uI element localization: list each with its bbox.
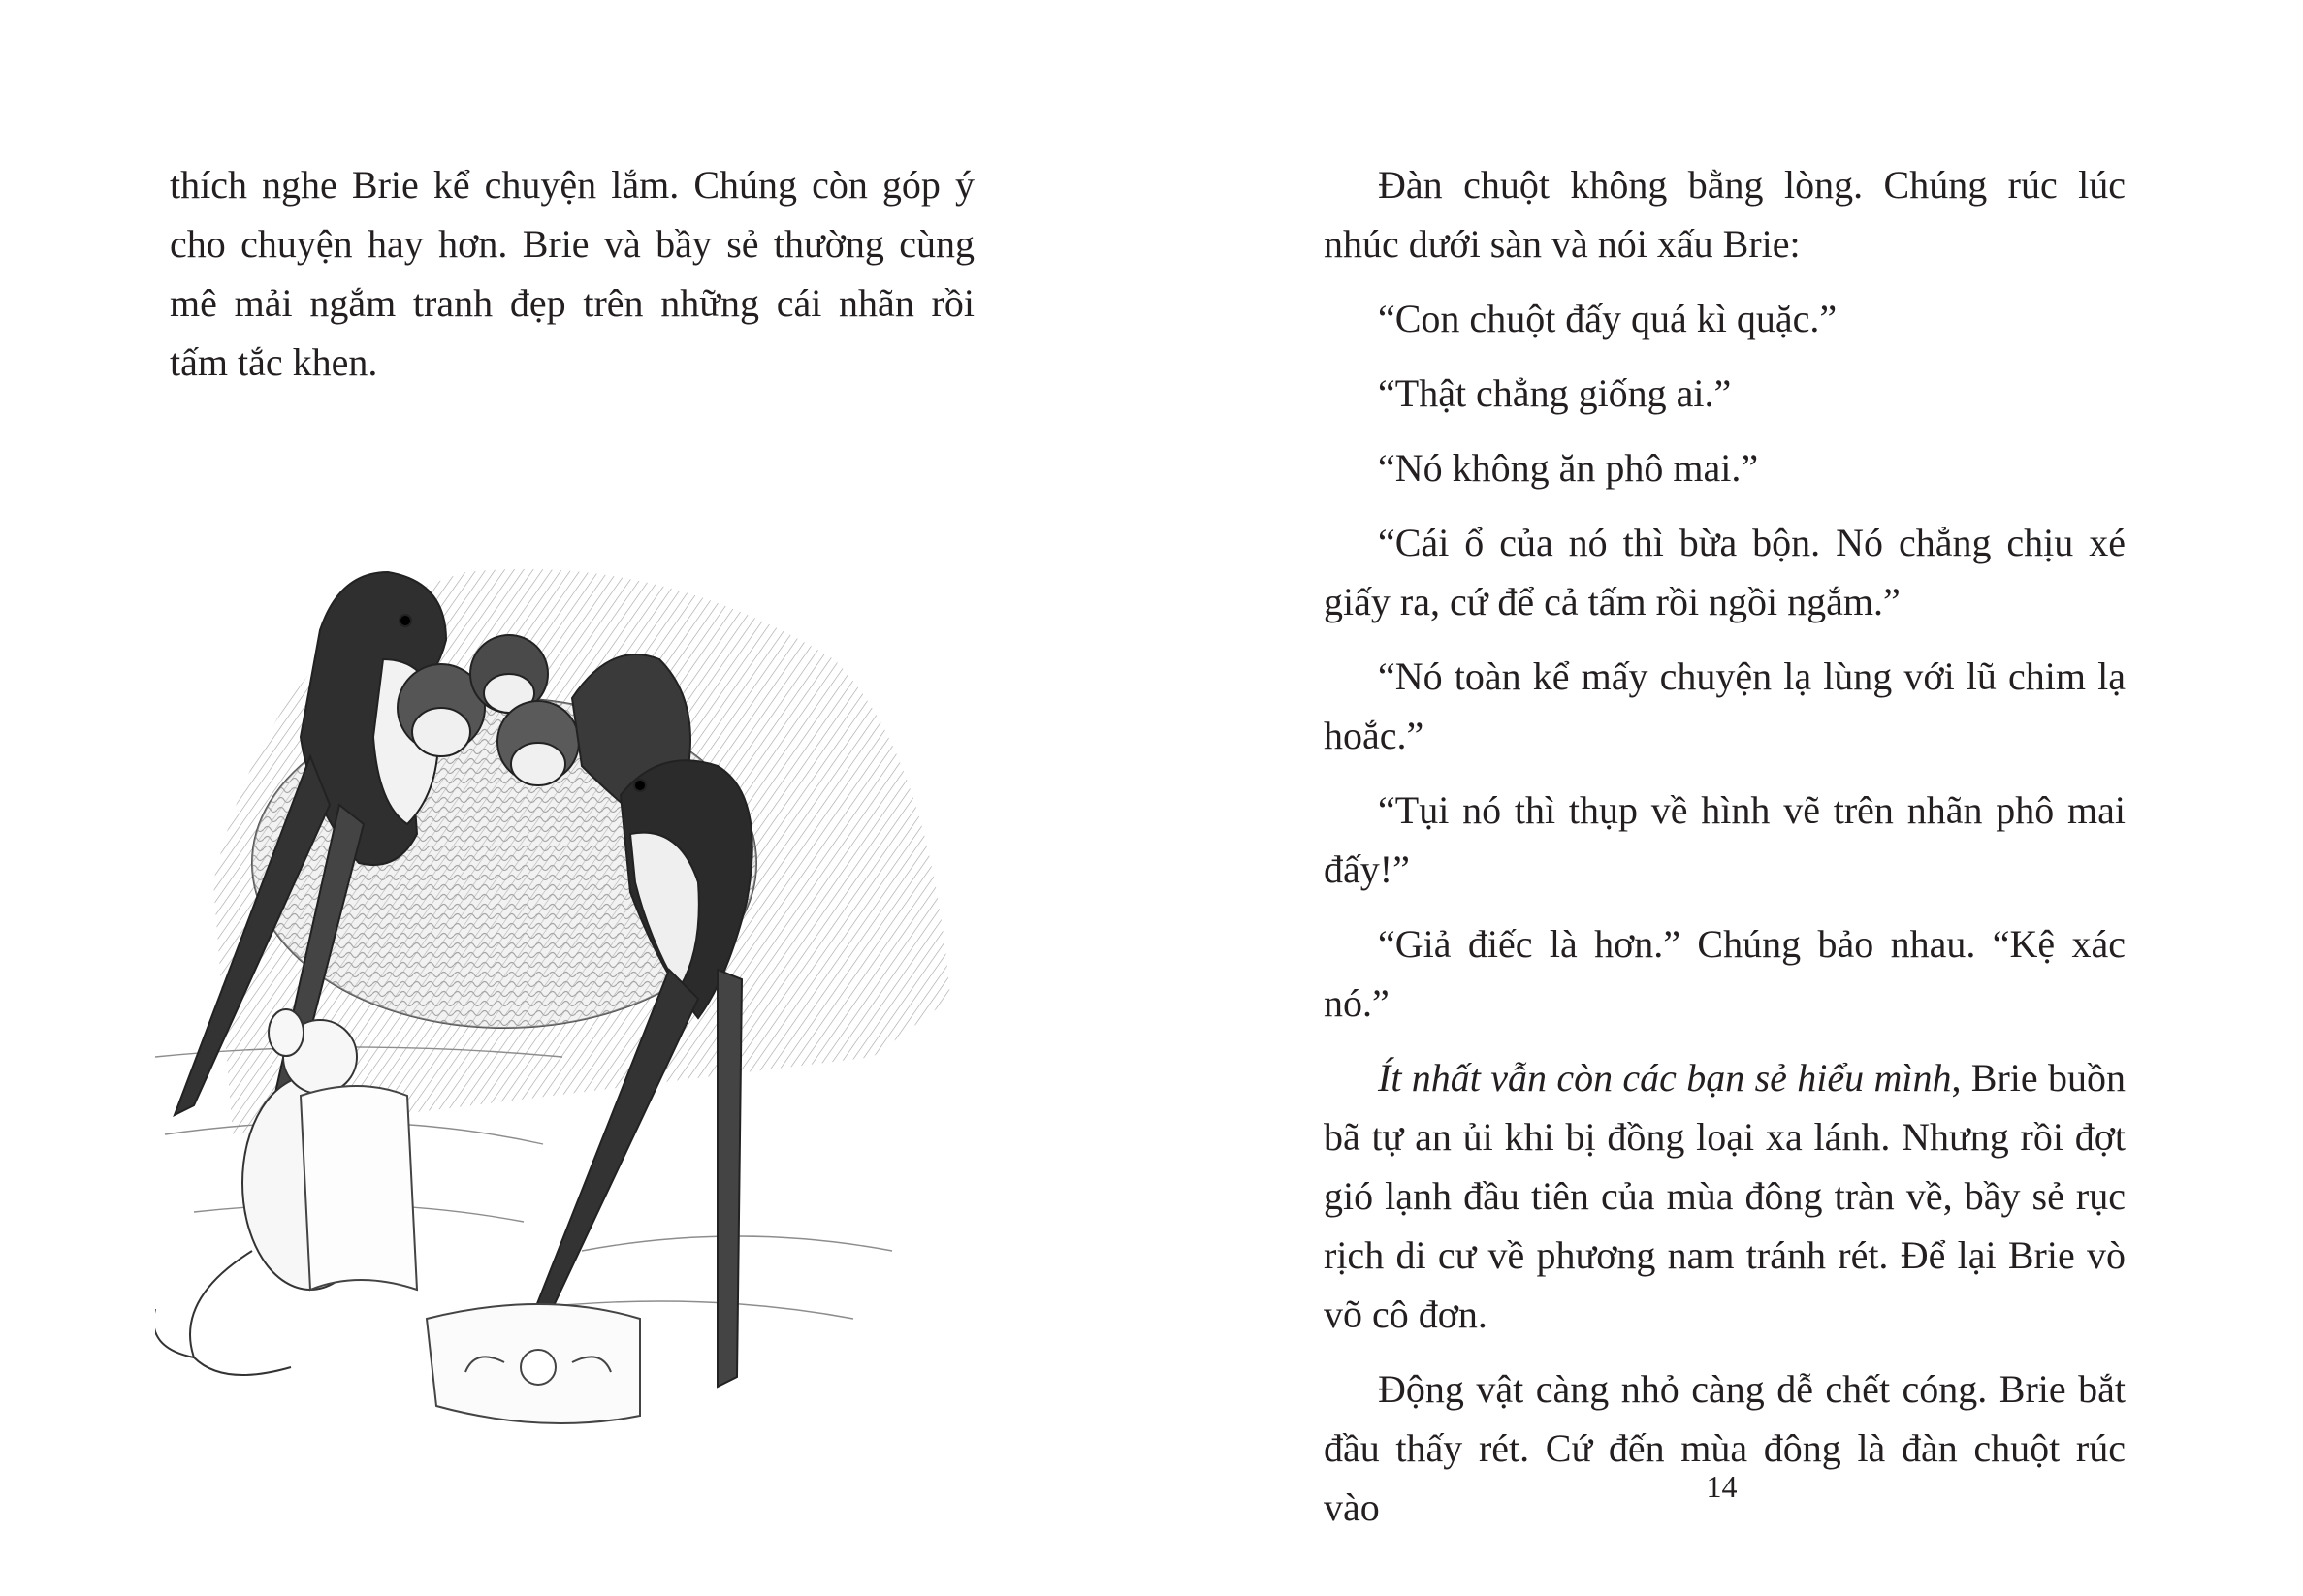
italic-thought: Ít nhất vẫn còn các bạn sẻ hiểu mình: [1378, 1056, 1952, 1100]
cheese-label-paper: [427, 1304, 640, 1423]
paragraph-7: “Tụi nó thì thụp về hình vẽ trên nhãn phô mai đấy!”: [1324, 788, 2126, 891]
right-text-block: [1324, 155, 2126, 1552]
left-paragraph: thích nghe Brie kể chuyện lắm. Chúng còn góp ý cho chuyện hay hơn. Brie và bầy sẻ thường cùng mê mải ngắm tranh đẹp trên những cái nhãn rồi tấm tắc khen.: [170, 163, 975, 384]
paragraph-9: [1324, 1048, 2126, 1344]
paragraph-10: Động vật càng nhỏ càng dễ chết cóng. Brie bắt đầu thấy rét. Cứ đến mùa đông là đàn chuột rúc vào: [1324, 1367, 2126, 1529]
paragraph-9-rest: , Brie buồn bã tự an ủi khi bị đồng loại xa lánh. Nhưng rồi đợt gió lạnh đầu tiên của mùa đông tràn về, bầy sẻ rục rịch di cư về phương nam tránh rét. Để lại Brie vò võ cô đơn.: [1324, 1056, 2126, 1336]
paragraph-1: Đàn chuột không bằng lòng. Chúng rúc lúc nhúc dưới sàn và nói xấu Brie:: [1324, 163, 2126, 266]
paragraph-4: “Nó không ăn phô mai.”: [1378, 446, 1759, 490]
paragraph-8: “Giả điếc là hơn.” Chúng bảo nhau. “Kệ xác nó.”: [1324, 922, 2126, 1025]
paragraph-3: “Thật chẳng giống ai.”: [1378, 371, 1732, 415]
paragraph-6: “Nó toàn kể mấy chuyện lạ lùng với lũ chim lạ hoắc.”: [1324, 654, 2126, 757]
paragraph-2: “Con chuột đấy quá kì quặc.”: [1378, 297, 1838, 340]
paragraph-5: “Cái ổ của nó thì bừa bộn. Nó chẳng chịu xé giấy ra, cứ để cả tấm rồi ngồi ngắm.”: [1324, 521, 2126, 623]
label-scroll: [301, 1086, 417, 1290]
page-number: 14: [1706, 1469, 1738, 1504]
pencil-sketch-swallows-and-mouse-icon: [155, 514, 1047, 1454]
left-page: [0, 0, 1151, 1596]
right-page: [1151, 0, 2303, 1596]
